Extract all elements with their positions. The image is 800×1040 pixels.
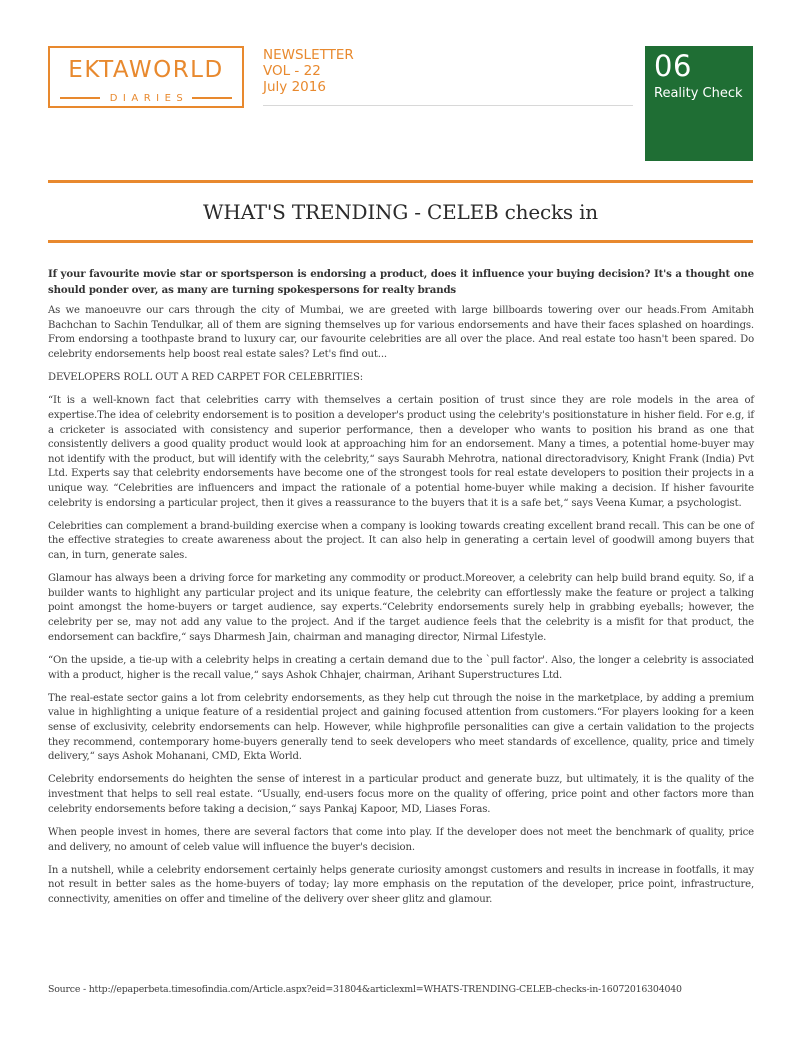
article-body bbox=[48, 266, 754, 916]
article-paragraph: “On the upside, a tie-up with a celebrity helps in creating a certain demand due to the `pull factor'. Also, the longer a celebrity is associated with a product, higher is the recall value,“ says Ashok Chhajer, chairman, Arihant Superstructures Ltd. bbox=[48, 654, 754, 681]
logo-rule-left bbox=[60, 97, 100, 99]
section-name: Reality Check bbox=[654, 86, 743, 101]
article-paragraph: The real-estate sector gains a lot from celebrity endorsements, as they help cut through the noise in the marketplace, by adding a premium value in highlighting a unique feature of a residential project and gaining focused attention from customers.“For players looking for a keen sense of exclusivity, celebrity endorsements can help. However, while highprofile personalities can give a certain validation to the projects they recommend, contemporary home-buyers generally tend to seek developers who meet standards of excellence, quality, price and timely delivery,“ says Ashok Mohanani, CMD, Ekta World. bbox=[48, 692, 754, 763]
article-paragraph: Glamour has always been a driving force for marketing any commodity or product.Moreover, a celebrity can help build brand equity. So, if a builder wants to highlight any particular project and its unique feature, the celebrity can effortlessly make the feature or project a talking point amongst the home-buyers or target audience, say experts.“Celebrity endorsements surely help in grabbing eyeballs; however, the celebrity per se, may not add any value to the project. And if the target audience feels that the celebrity is a misfit for that product, the endorsement can backfire,“ says Dharmesh Jain, chairman and managing director, Nirmal Lifestyle. bbox=[48, 573, 754, 643]
article-paragraph: Celebrity endorsements do heighten the sense of interest in a particular product and generate buzz, but ultimately, it is the quality of the investment that helps to sell real estate. “Usually, end-users focus more on the quality of offering, price point and other factors more than celebrity endorsements before taking a decision,“ says Pankaj Kapoor, MD, Liases Foras. bbox=[48, 774, 754, 815]
title-rule-bottom bbox=[48, 240, 753, 243]
issue-number: 06 bbox=[654, 49, 692, 83]
article-title: WHAT'S TRENDING - CELEB checks in bbox=[202, 200, 598, 224]
newsletter-info bbox=[263, 47, 354, 95]
newsletter-volume: VOL - 22 bbox=[263, 63, 321, 79]
header-divider bbox=[263, 105, 633, 106]
section-tab bbox=[645, 46, 753, 161]
ektaworld-logo bbox=[48, 46, 244, 108]
article-paragraph: In a nutshell, while a celebrity endorsement certainly helps generate curiosity amongst customers and results in increase in footfalls, it may not result in better sales as the home-buyers of today; lay more emphasis on the reputation of the developer, price point, infrastructure, connectivity, amenities on offer and timeline of the delivery over sheer glitz and glamour. bbox=[48, 864, 754, 905]
article-source: Source - http://epaperbeta.timesofindia.com/Article.aspx?eid=31804&articlexml=WHATS-TRENDING-CELEB-checks-in-16072016304040 bbox=[48, 984, 682, 995]
article-paragraph: As we manoeuvre our cars through the city of Mumbai, we are greeted with large billboards towering over our heads.From Amitabh Bachchan to Sachin Tendulkar, all of them are signing themselves up for various endorsements and have their faces splashed on hoardings. From endorsing a toothpaste brand to luxury car, our favourite celebrities are all over the place. And real estate too hasn't been spared. Do celebrity endorsements help boost real estate sales? Let's find out... bbox=[48, 305, 754, 360]
title-rule-top bbox=[48, 180, 753, 183]
article-paragraph: “It is a well-known fact that celebrities carry with themselves a certain position of trust since they are role models in the area of expertise.The idea of celebrity endorsement is to position a developer's product using the celebrity's positionstature in hisher field. For e.g, if a cricketer is associated with consistency and superior performance, then a developer who wants to position his brand as one that consistently delivers a good quality product would look at approaching him for an endorsement. Many a times, a potential home-buyer may not identify with the product, but will identify with the celebrity,“ says Saurabh Mehrotra, national directoradvisory, Knight Frank (India) Pvt Ltd. Experts say that celebrity endorsements have become one of the strongest tools for real estate developers to position their projects in a unique way. “Celebrities are influencers and impact the rationale of a potential home-buyer while making a decision. If hisher favourite celebrity is endorsing a particular project, then it gives a reassurance to the buyers that it is a safe bet,“ says Veena Kumar, a psychologist. bbox=[48, 395, 754, 509]
logo-wordmark: EKTAWORLD bbox=[68, 57, 224, 83]
article-paragraph: Celebrities can complement a brand-building exercise when a company is looking towards creating excellent brand recall. This can be one of the effective strategies to create awareness about the project. It can also help in generating a certain level of goodwill among buyers that can, in turn, generate sales. bbox=[48, 520, 754, 561]
article-subheading: DEVELOPERS ROLL OUT A RED CARPET FOR CELEBRITIES: bbox=[48, 372, 363, 384]
article-intro: If your favourite movie star or sportsperson is endorsing a product, does it influence your buying decision? It's a thought one should ponder over, as many are turning spokespersons for realty brands bbox=[48, 268, 754, 296]
logo-rule-right bbox=[192, 97, 232, 99]
logo-subtitle-row bbox=[60, 92, 232, 104]
newsletter-date: July 2016 bbox=[263, 79, 326, 95]
article-paragraph: When people invest in homes, there are several factors that come into play. If the developer does not meet the benchmark of quality, price and delivery, no amount of celeb value will influence the buyer's decision. bbox=[48, 826, 754, 853]
logo-subtitle: DIARIES bbox=[109, 92, 189, 104]
newsletter-label: NEWSLETTER bbox=[263, 47, 354, 63]
